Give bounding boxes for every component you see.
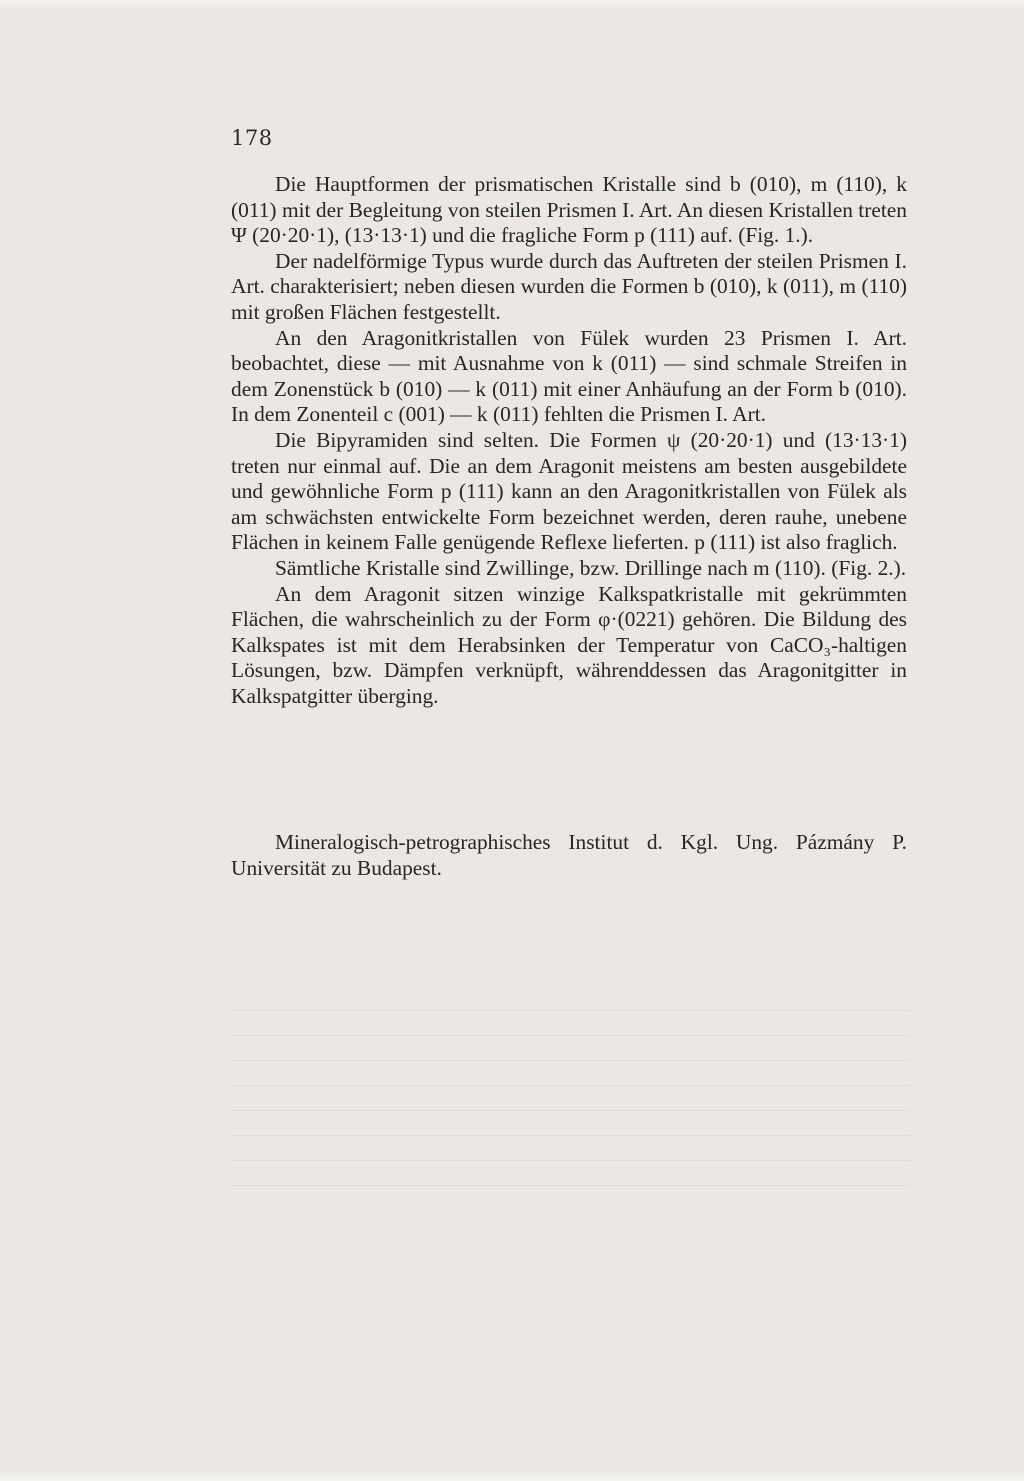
- paragraph-prismatic-forms: Die Hauptformen der prismatischen Kristalle sind b (010), m (110), k (011) mit der Begleitung von steilen Prismen I. Art. An diesen Kristallen treten Ψ (20·20·1), (13·13·1) und die fragliche Form p (111) auf. (Fig. 1.).: [231, 172, 907, 248]
- body-text: [231, 172, 907, 709]
- paragraph-calcite: An dem Aragonit sitzen winzige Kalkspatkristalle mit gekrümmten Flächen, die wahrscheinlich zu der Form φ·(0221) gehören. Die Bildung des Kalkspates ist mit dem Herabsinken der Temperatur von CaCO₃-haltigen Lösungen, bzw. Dämpfen verknüpft, währenddessen das Aragonitgitter in Kalkspatgitter überging.: [231, 581, 907, 708]
- affiliation-text: Mineralogisch-petrographisches Institut d. Kgl. Ung. Pázmány P. Universität zu Budapest.: [231, 830, 907, 880]
- reverse-side-bleed-through: [230, 1010, 910, 1210]
- page-edge-bottom: [0, 1471, 1024, 1481]
- page-number: 178: [231, 126, 273, 150]
- paragraph-needle-type: Der nadelförmige Typus wurde durch das Auftreten der steilen Prismen I. Art. charakterisiert; neben diesen wurden die Formen b (010), k (011), m (110) mit großen Flächen festgestellt.: [231, 248, 907, 324]
- affiliation-block: [231, 830, 907, 881]
- paragraph-twins: Sämtliche Kristalle sind Zwillinge, bzw. Drillinge nach m (110). (Fig. 2.).: [275, 555, 907, 580]
- page-edge-top: [0, 0, 1024, 10]
- paragraph-prisms-fulek: An den Aragonitkristallen von Fülek wurden 23 Prismen I. Art. beobachtet, diese — mit Ausnahme von k (011) — sind schmale Streifen in dem Zonenstück b (010) — k (011) mit einer Anhäufung an der Form b (010). In dem Zonenteil c (001) — k (011) fehlten die Prismen I. Art.: [231, 325, 907, 427]
- paragraph-bipyramids: Die Bipyramiden sind selten. Die Formen ψ (20·20·1) und (13·13·1) treten nur einmal auf. Die an dem Aragonit meistens am besten ausgebildete und gewöhnliche Form p (111) kann an den Aragonitkristallen von Fülek als am schwächsten entwickelte Form bezeichnet werden, deren rauhe, unebene Flächen in keinem Falle genügende Reflexe lieferten. p (111) ist also fraglich.: [231, 427, 907, 555]
